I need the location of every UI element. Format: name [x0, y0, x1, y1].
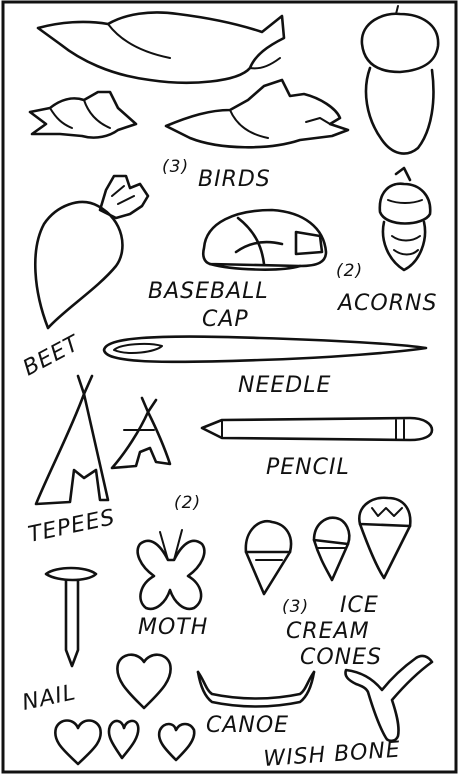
- birds-count-label: (3): [162, 157, 190, 177]
- beet-label: BEET: [19, 330, 85, 382]
- bird-large-icon: [38, 12, 284, 82]
- cones-count-label: (3): [282, 597, 310, 617]
- canoe-icon: [198, 672, 314, 707]
- cream-label: CREAM: [286, 619, 370, 644]
- heart-small-3-icon: [159, 724, 194, 760]
- cones-label: CONES: [300, 645, 382, 670]
- cap-label: CAP: [202, 307, 249, 332]
- wish-bone-label: WISH BONE: [262, 737, 402, 772]
- baseball-cap-icon: [203, 210, 326, 270]
- acorns-count-label: (2): [336, 261, 364, 281]
- acorn-large-icon: [362, 6, 438, 154]
- page-frame: [3, 2, 456, 772]
- needle-label: NEEDLE: [238, 373, 332, 398]
- ice-label: ICE: [340, 593, 379, 618]
- ice-cream-cone-middle-icon: [314, 518, 349, 580]
- acorn-small-icon: [380, 168, 430, 270]
- heart-large-icon: [117, 655, 170, 708]
- beet-icon: [35, 176, 148, 328]
- tepee-small-icon: [112, 398, 170, 468]
- nail-label: NAIL: [20, 680, 79, 716]
- birds-label: BIRDS: [198, 167, 271, 192]
- pencil-label: PENCIL: [266, 455, 350, 480]
- tepee-large-icon: [36, 376, 108, 504]
- ice-cream-cone-left-icon: [246, 521, 291, 594]
- ice-cream-cone-right-icon: [359, 498, 410, 578]
- bird-small-icon: [30, 92, 136, 138]
- tepees-count-label: (2): [174, 493, 202, 513]
- heart-small-2-icon: [109, 721, 138, 758]
- bird-flying-icon: [166, 80, 348, 147]
- needle-icon: [104, 337, 426, 362]
- tepees-label: TEPEES: [26, 505, 118, 548]
- pencil-icon: [202, 418, 432, 440]
- acorns-label: ACORNS: [338, 291, 438, 316]
- moth-label: MOTH: [138, 615, 209, 640]
- heart-small-1-icon: [55, 721, 100, 765]
- canoe-label: CANOE: [206, 713, 290, 738]
- nail-icon: [46, 568, 96, 666]
- moth-icon: [138, 530, 205, 609]
- baseball-label: BASEBALL: [148, 279, 269, 304]
